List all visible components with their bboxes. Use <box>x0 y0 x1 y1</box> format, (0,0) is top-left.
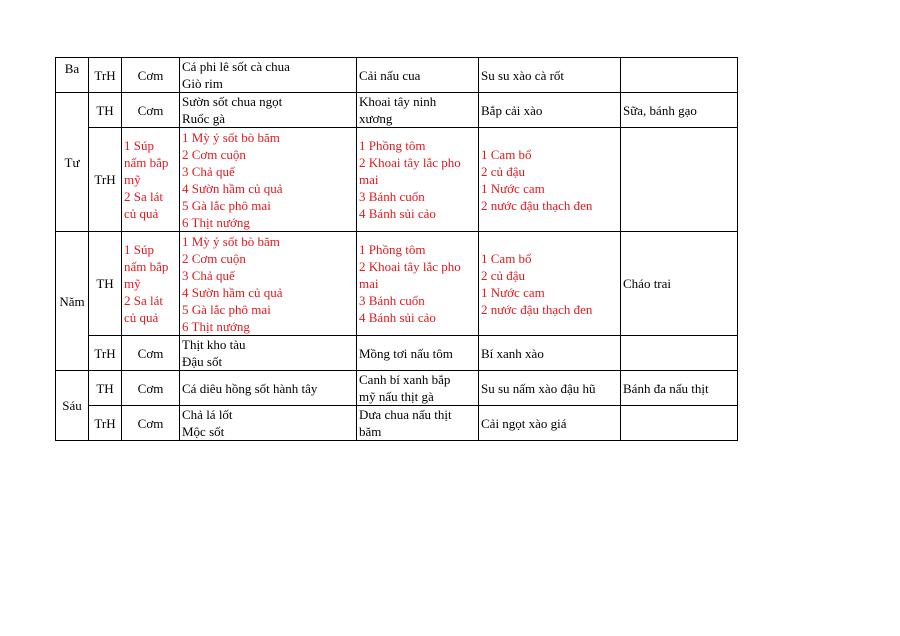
snack-cell <box>621 128 738 232</box>
session-cell: TrH <box>89 58 122 93</box>
staple-cell: Cơm <box>122 336 180 371</box>
menu-row <box>56 406 738 441</box>
snack-cell: Cháo trai <box>621 232 738 336</box>
main-dish-cell: Sườn sốt chua ngọt Ruốc gà <box>180 93 357 128</box>
snack-cell: Bánh đa nấu thịt <box>621 371 738 406</box>
soup-cell: Khoai tây ninh xương <box>357 93 479 128</box>
vegetable-cell: Bắp cải xào <box>479 93 621 128</box>
staple-cell: Cơm <box>122 371 180 406</box>
snack-cell <box>621 406 738 441</box>
soup-cell: 1 Phồng tôm 2 Khoai tây lắc pho mai 3 Bánh cuốn 4 Bánh sủi cảo <box>357 232 479 336</box>
soup-cell: Dưa chua nấu thịt băm <box>357 406 479 441</box>
menu-table <box>55 57 738 441</box>
main-dish-cell: Cá diêu hồng sốt hành tây <box>180 371 357 406</box>
vegetable-cell: Bí xanh xào <box>479 336 621 371</box>
main-dish-cell: Cá phi lê sốt cà chua Giò rim <box>180 58 357 93</box>
main-dish-cell: 1 Mỳ ý sốt bò băm 2 Cơm cuộn 3 Chả quế 4 Sườn hầm củ quả 5 Gà lắc phô mai 6 Thịt nướng <box>180 128 357 232</box>
snack-cell <box>621 58 738 93</box>
snack-cell <box>621 336 738 371</box>
staple-cell: Cơm <box>122 58 180 93</box>
session-cell: TH <box>89 371 122 406</box>
session-cell: TrH <box>89 128 122 232</box>
main-dish-cell: Chả lá lốt Mộc sốt <box>180 406 357 441</box>
snack-cell: Sữa, bánh gạo <box>621 93 738 128</box>
day-cell-tu: Tư <box>56 93 89 232</box>
vegetable-cell: 1 Cam bổ 2 củ đậu 1 Nước cam 2 nước đậu thạch đen <box>479 128 621 232</box>
session-cell: TH <box>89 232 122 336</box>
vegetable-cell: 1 Cam bổ 2 củ đậu 1 Nước cam 2 nước đậu thạch đen <box>479 232 621 336</box>
session-cell: TrH <box>89 336 122 371</box>
soup-cell: Cải nấu cua <box>357 58 479 93</box>
soup-cell: Mồng tơi nấu tôm <box>357 336 479 371</box>
session-cell: TH <box>89 93 122 128</box>
vegetable-cell: Su su nấm xào đậu hũ <box>479 371 621 406</box>
menu-row <box>56 336 738 371</box>
vegetable-cell: Su su xào cà rốt <box>479 58 621 93</box>
session-cell: TrH <box>89 406 122 441</box>
staple-cell: Cơm <box>122 93 180 128</box>
menu-row <box>56 58 738 93</box>
menu-row <box>56 128 738 232</box>
day-cell-nam: Năm <box>56 232 89 371</box>
main-dish-cell: 1 Mỳ ý sốt bò băm 2 Cơm cuộn 3 Chả quế 4 Sườn hầm củ quả 5 Gà lắc phô mai 6 Thịt nướng <box>180 232 357 336</box>
vegetable-cell: Cải ngọt xào giá <box>479 406 621 441</box>
day-cell-sau: Sáu <box>56 371 89 441</box>
soup-cell: 1 Phồng tôm 2 Khoai tây lắc pho mai 3 Bánh cuốn 4 Bánh sủi cảo <box>357 128 479 232</box>
staple-cell: Cơm <box>122 406 180 441</box>
staple-cell: 1 Súp nấm bắp mỹ 2 Sa lát củ quả <box>122 128 180 232</box>
menu-row <box>56 232 738 336</box>
soup-cell: Canh bí xanh bắp mỹ nấu thịt gà <box>357 371 479 406</box>
day-cell-ba: Ba <box>56 58 89 93</box>
menu-row <box>56 371 738 406</box>
menu-row <box>56 93 738 128</box>
main-dish-cell: Thịt kho tàu Đậu sốt <box>180 336 357 371</box>
staple-cell: 1 Súp nấm bắp mỹ 2 Sa lát củ quả <box>122 232 180 336</box>
